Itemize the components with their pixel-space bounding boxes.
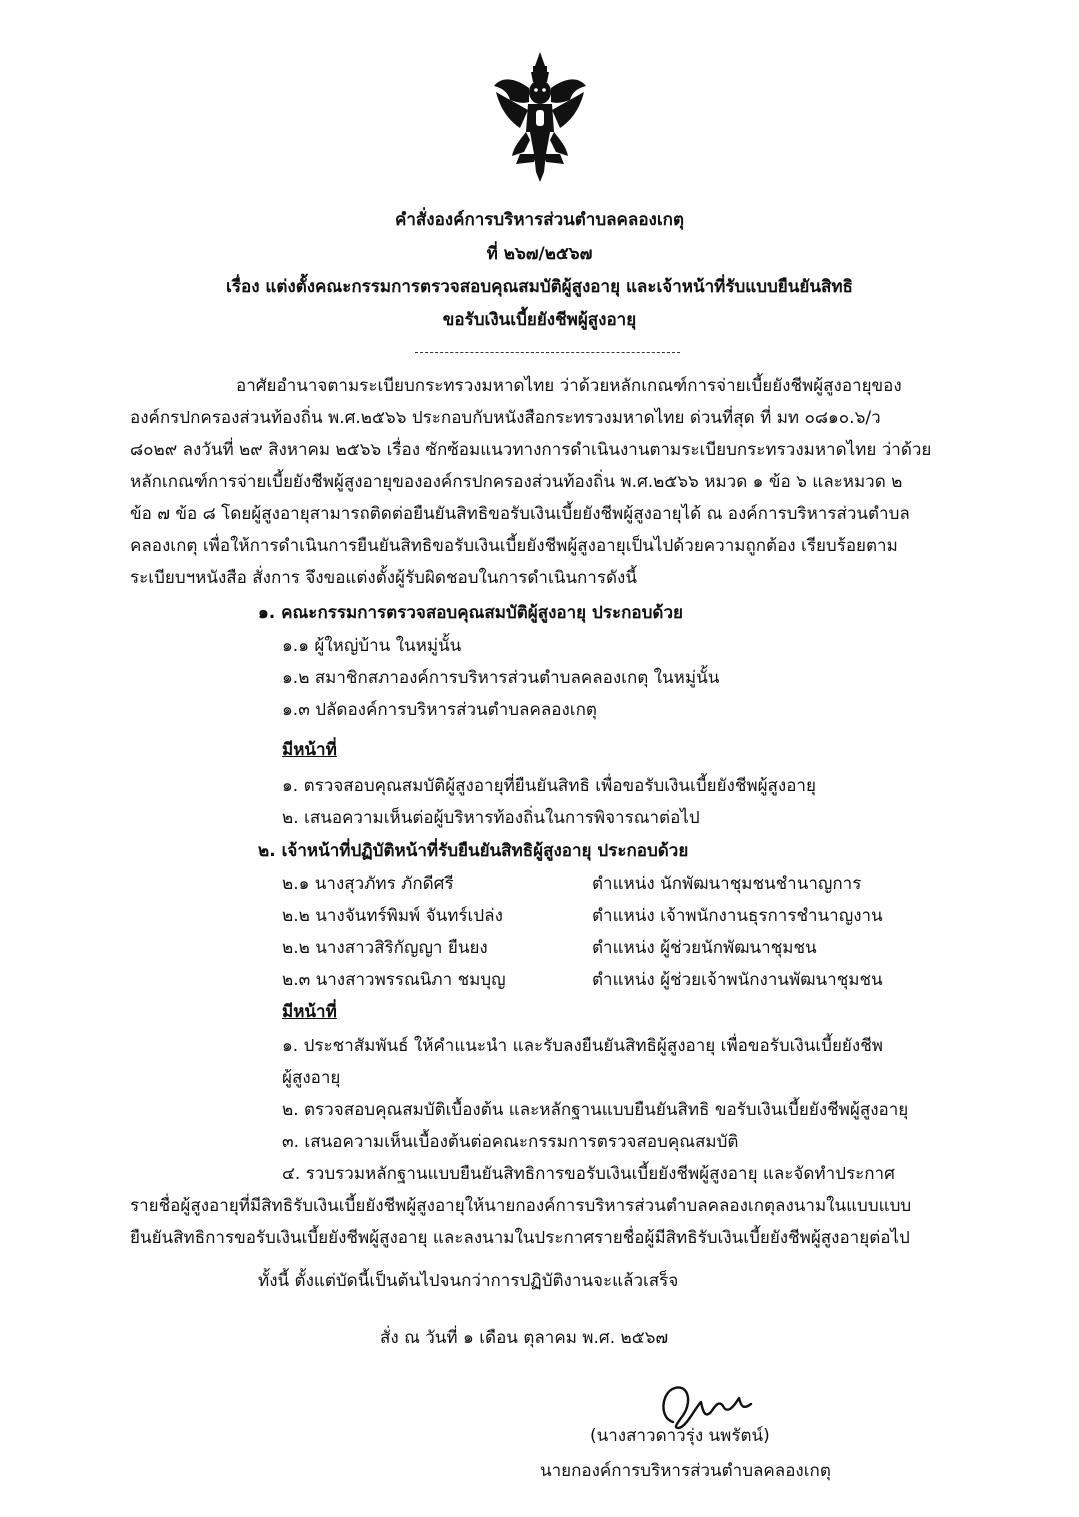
signer-position: นายกองค์การบริหารส่วนตำบลคลองเกตุ [540,1461,831,1481]
staff-name: ๒.๓ นางสาวพรรณนิภา ชมบุญ [282,970,506,990]
intro-line: อาศัยอำนาจตามระเบียบกระทรวงมหาดไทย ว่าด้วยหลักเกณฑ์การจ่ายเบี้ยยังชีพผู้สูงอายุของ [236,376,902,396]
staff-name: ๒.๑ นางสุวภัทร ภักดีศรี [282,874,454,894]
section2-duty: ผู้สูงอายุ [282,1068,341,1088]
intro-line: หลักเกณฑ์การจ่ายเบี้ยยังชีพผู้สูงอายุขององค์กรปกครองส่วนท้องถิ่น พ.ศ.๒๕๖๖ หมวด ๑ ข้อ ๖ และหมวด ๒ [130,472,903,492]
intro-line: คลองเกตุ เพื่อให้การดำเนินการยืนยันสิทธิขอรับเงินเบี้ยยังชีพผู้สูงอายุเป็นไปด้วยความถูกต้อง เรียบร้อยตาม [130,536,898,556]
order-number: ที่ ๒๖๗/๒๕๖๗ [486,244,593,264]
section2-duty: ๑. ประชาสัมพันธ์ ให้คำแนะนำ และรับลงยืนยันสิทธิผู้สูงอายุ เพื่อขอรับเงินเบี้ยยังชีพ [282,1036,883,1056]
staff-name: ๒.๒ นางสาวสิริกัญญา ยืนยง [282,938,488,958]
section1-duty: ๒. เสนอความเห็นต่อผู้บริหารท้องถิ่นในการพิจารณาต่อไป [282,808,700,828]
duty-label: มีหน้าที่ [282,1002,337,1022]
signer-name: (นางสาวดาวรุ่ง นพรัตน์) [590,1426,770,1446]
staff-position: ตำแหน่ง ผู้ช่วยนักพัฒนาชุมชน [592,938,817,958]
intro-line: องค์กรปกครองส่วนท้องถิ่น พ.ศ.๒๕๖๖ ประกอบกับหนังสือกระทรวงมหาดไทย ด่วนที่สุด ที่ มท ๐๘๑๐.๖/ว [130,408,881,428]
section2-duty: ยืนยันสิทธิการขอรับเงินเบี้ยยังชีพผู้สูงอายุ และลงนามในประกาศรายชื่อผู้มีสิทธิรับเงินเบี้ยยังชีพผู้สูงอายุต่อไป [130,1228,910,1248]
intro-line: ข้อ ๗ ข้อ ๘ โดยผู้สูงอายุสามารถติดต่อยืนยันสิทธิขอรับเงินเบี้ยยังชีพผู้สูงอายุได้ ณ องค์การบริหารส่วนตำบล [130,504,910,524]
order-title: คำสั่งองค์การบริหารส่วนตำบลคลองเกตุ [394,210,685,230]
subject-line-2: ขอรับเงินเบี้ยยังชีพผู้สูงอายุ [442,310,637,330]
staff-name: ๒.๒ นางจันทร์พิมพ์ จันทร์เปล่ง [282,906,503,926]
header-divider [415,352,680,353]
section2-duty: ๔. รวบรวมหลักฐานแบบยืนยันสิทธิการขอรับเงินเบี้ยยังชีพผู้สูงอายุ และจัดทำประกาศ [282,1164,895,1184]
section2-heading: ๒. เจ้าหน้าที่ปฏิบัติหน้าที่รับยืนยันสิทธิผู้สูงอายุ ประกอบด้วย [258,841,689,861]
section1-item: ๑.๒ สมาชิกสภาองค์การบริหารส่วนตำบลคลองเกตุ ในหมู่นั้น [282,668,720,688]
intro-line: ๘๐๒๙ ลงวันที่ ๒๙ สิงหาคม ๒๕๖๖ เรื่อง ซักซ้อมแนวทางการดำเนินงานตามระเบียบกระทรวงมหาดไทย ว่าด้วย [130,440,932,460]
section1-duty: ๑. ตรวจสอบคุณสมบัติผู้สูงอายุที่ยืนยันสิทธิ เพื่อขอรับเงินเบี้ยยังชีพผู้สูงอายุ [282,776,816,796]
section2-duty: รายชื่อผู้สูงอายุที่มีสิทธิรับเงินเบี้ยยังชีพผู้สูงอายุให้นายกองค์การบริหารส่วนตำบลคลองเกตุลงนามในแบบแบบ [130,1196,912,1216]
duty-label: มีหน้าที่ [282,740,337,760]
section1-heading: ๑. คณะกรรมการตรวจสอบคุณสมบัติผู้สูงอายุ ประกอบด้วย [258,603,683,623]
section2-duty: ๓. เสนอความเห็นเบื้องต้นต่อคณะกรรมการตรวจสอบคุณสมบัติ [282,1132,739,1152]
staff-position: ตำแหน่ง เจ้าพนักงานธุรการชำนาญงาน [592,906,883,926]
order-date: สั่ง ณ วันที่ ๑ เดือน ตุลาคม พ.ศ. ๒๕๖๗ [380,1328,669,1348]
garuda-emblem-icon [490,48,590,188]
intro-line: ระเบียบฯหนังสือ สั่งการ จึงขอแต่งตั้งผู้รับผิดชอบในการดำเนินการดังนี้ [130,568,637,588]
subject-line-1: เรื่อง แต่งตั้งคณะกรรมการตรวจสอบคุณสมบัติผู้สูงอายุ และเจ้าหน้าที่รับแบบยืนยันสิทธิ [226,277,853,297]
section1-item: ๑.๓ ปลัดองค์การบริหารส่วนตำบลคลองเกตุ [282,700,597,720]
section1-item: ๑.๑ ผู้ใหญ่บ้าน ในหมู่นั้น [282,636,462,656]
closing-text: ทั้งนี้ ตั้งแต่บัดนี้เป็นต้นไปจนกว่าการปฏิบัติงานจะแล้วเสร็จ [258,1271,679,1291]
section2-duty: ๒. ตรวจสอบคุณสมบัติเบื้องต้น และหลักฐานแบบยืนยันสิทธิ ขอรับเงินเบี้ยยังชีพผู้สูงอายุ [282,1100,909,1120]
staff-position: ตำแหน่ง ผู้ช่วยเจ้าพนักงานพัฒนาชุมชน [592,970,883,990]
staff-position: ตำแหน่ง นักพัฒนาชุมชนชำนาญการ [592,874,862,894]
